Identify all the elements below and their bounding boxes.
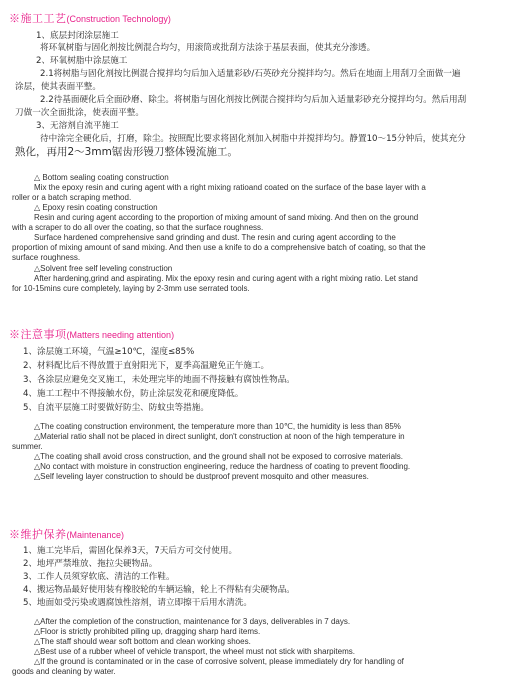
- maintenance-en-line: △The staff should wear soft bottom and clean working shoes.: [34, 637, 251, 646]
- matters-heading: [9, 326, 174, 342]
- construction-heading: [9, 10, 171, 26]
- construction-en-line: Resin and curing agent according to the proportion of mixing amount of sand mixing. And then on the ground: [34, 213, 419, 222]
- maintenance-cn-line: 2、地坪严禁堆放、拖拉尖硬物品。: [23, 559, 158, 569]
- construction-en-line: Surface hardened comprehensive sand grinding and dust. The resin and curing agent according to the: [34, 233, 396, 242]
- construction-cn-line: 刀做一次全面批涂，使表面平整。: [15, 108, 144, 118]
- matters-en-line: summer.: [12, 442, 43, 451]
- maintenance-cn-line: 4、搬运物品最好使用装有橡胶轮的车辆运输，轮上不得粘有尖硬物品。: [23, 585, 295, 595]
- construction-en-line: surface roughness.: [12, 253, 81, 262]
- maintenance-en-line: △Floor is strictly prohibited piling up, dragging sharp hard items.: [34, 627, 261, 636]
- construction-en-line: △ Epoxy resin coating construction: [34, 203, 158, 212]
- construction-en-line: △Solvent free self leveling construction: [34, 264, 173, 273]
- construction-en-line: proportion of mixing amount of sand mixing. And then use a knife to do a comprehensive batch of coating, so that the: [12, 243, 426, 252]
- matters-en-line: △The coating shall avoid cross construction, and the ground shall not be exposed to corrosive materials.: [34, 452, 404, 461]
- construction-cn-line: 涂层，使其表面平整。: [15, 82, 101, 92]
- maintenance-cn-line: 1、施工完毕后，需固化保养3天，7天后方可交付使用。: [23, 546, 238, 556]
- maintenance-cn-line: 3、工作人员须穿软底、清洁的工作鞋。: [23, 572, 175, 582]
- construction-cn-line: 将环氧树脂与固化剂按比例混合均匀，用滚筒或批刮方法涂于基层表面，使其充分渗透。: [40, 43, 376, 53]
- construction-en-line: After hardening,grind and aspirating. Mix the epoxy resin and curing agent with a right mixing ratio. Let stand: [34, 274, 418, 283]
- matters-cn-line: 2、材料配比后不得放置于直射阳光下，夏季高温避免正午施工。: [23, 361, 270, 371]
- maintenance-heading-cn: ※维护保养: [9, 528, 67, 541]
- matters-cn-line: 4、施工工程中不得接触水份，防止涂层发花和硬度降低。: [23, 389, 244, 399]
- construction-cn-line: 3、无溶剂自流平施工: [36, 121, 119, 131]
- maintenance-en-line: △If the ground is contaminated or in the case of corrosive solvent, please immediately dry for handling of: [34, 657, 404, 666]
- matters-en-line: △Self leveling layer construction to should be dustproof prevent mosquito and other measures.: [34, 472, 369, 481]
- construction-heading-cn: ※施工工艺: [9, 12, 67, 25]
- maintenance-en-line: △Best use of a rubber wheel of vehicle transport, the wheel must not stick with sharpitems.: [34, 647, 355, 656]
- maintenance-en-line: goods and cleaning by water.: [12, 667, 116, 676]
- matters-en-line: △Material ratio shall not be placed in direct sunlight, don't construction at noon of the high temperature in: [34, 432, 405, 441]
- construction-cn-line: 2.1将树脂与固化剂按比例混合搅拌均匀后加入适量彩砂/石英砂充分搅拌均匀。然后在地面上用刮刀全面做一遍: [40, 69, 461, 79]
- matters-cn-line: 5、自流平层施工时要做好防尘、防蚊虫等措施。: [23, 403, 209, 413]
- construction-en-line: Mix the epoxy resin and curing agent with a right mixing ratioand coated on the surface of the base layer with a: [34, 183, 426, 192]
- construction-cn-line: 2.2待基面硬化后全面砂磨、除尘。将树脂与固化剂按比例混合搅拌均匀后加入适量彩砂充分搅拌均匀。然后用刮: [40, 95, 467, 105]
- matters-cn-line: 1、涂层施工环境，气温≥10℃，湿度≤85%: [23, 347, 195, 357]
- maintenance-cn-line: 5、地面如受污染或遇腐蚀性溶剂，请立即擦干后用水清洗。: [23, 598, 252, 608]
- matters-heading-cn: ※注意事项: [9, 328, 67, 341]
- construction-en-line: for 10-15mins cure completely, laying by 2-3mm use serrated tools.: [12, 284, 250, 293]
- construction-heading-en: (Construction Technology): [66, 14, 171, 24]
- maintenance-en-line: △After the completion of the construction, maintenance for 3 days, deliverables in 7 days.: [34, 617, 351, 626]
- construction-cn-line: 熟化，再用2～3mm锯齿形镘刀整体镘流施工。: [15, 146, 238, 158]
- construction-en-line: with a scraper to do all over the coating, so that the surface roughness.: [12, 223, 264, 232]
- matters-heading-en: (Matters needing attention): [66, 330, 175, 340]
- matters-en-line: △No contact with moisture in construction engineering, reduce the hardness of coating to prevent flooding.: [34, 462, 411, 471]
- construction-en-line: △ Bottom sealing coating construction: [34, 173, 169, 182]
- matters-cn-line: 3、各涂层应避免交叉施工，未处理完毕的地面不得接触有腐蚀性物品。: [23, 375, 295, 385]
- construction-cn-line: 待中涂完全硬化后，打磨，除尘。按照配比要求将固化剂加入树脂中并搅拌均匀。静置10～15分钟后，使其充分: [40, 134, 466, 144]
- maintenance-heading: [9, 526, 124, 542]
- construction-en-line: roller or a batch scraping method.: [12, 193, 132, 202]
- maintenance-heading-en: (Maintenance): [66, 530, 125, 540]
- construction-cn-line: 1、底层封闭涂层施工: [36, 31, 119, 41]
- matters-en-line: △The coating construction environment, the temperature more than 10℃, the humidity is less than 85%: [34, 422, 401, 431]
- construction-cn-line: 2、环氧树脂中涂层施工: [36, 56, 128, 66]
